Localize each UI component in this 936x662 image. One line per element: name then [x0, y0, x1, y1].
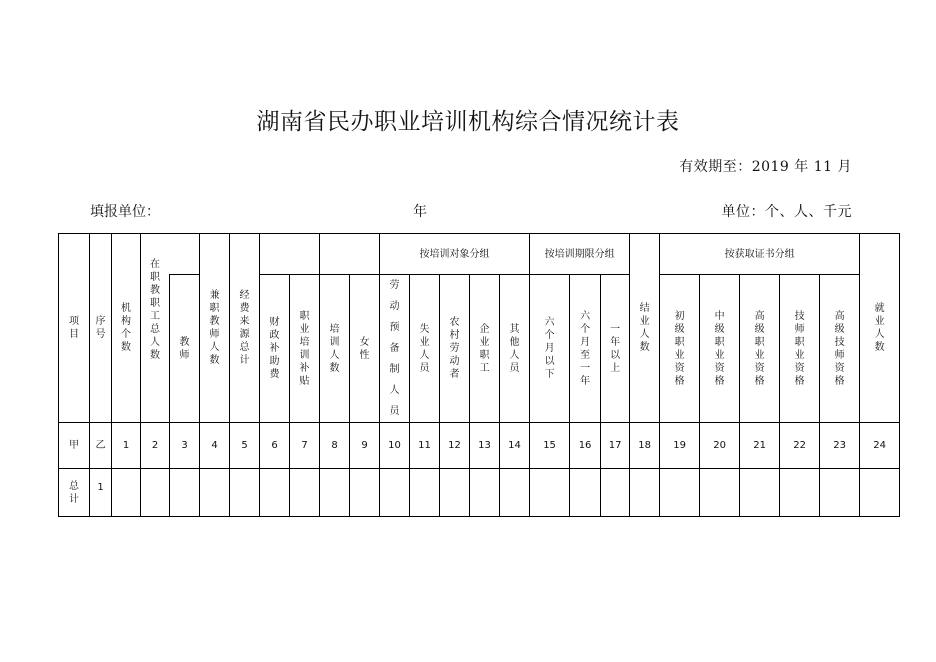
row-total-cell[interactable] — [570, 469, 601, 517]
row-index-col-11: 11 — [410, 423, 440, 469]
row-total-cell[interactable] — [350, 469, 380, 517]
row-index-col-5: 5 — [230, 423, 260, 469]
row-total-cell[interactable] — [440, 469, 470, 517]
filler-label: 填报单位： — [90, 204, 160, 220]
year-label: 年 — [413, 204, 427, 220]
row-index-seq: 乙 — [90, 423, 112, 469]
row-index-col-21: 21 — [740, 423, 780, 469]
header-under6: 六个月以下 — [530, 275, 570, 423]
row-total-cell[interactable] — [230, 469, 260, 517]
group-target: 按培训对象分组 — [380, 234, 530, 275]
valid-until: 有效期至：2019 年 11 月 — [679, 159, 852, 175]
row-index-col-19: 19 — [660, 423, 700, 469]
header-enterprise: 企业职工 — [470, 275, 500, 423]
header-trainees-blank — [320, 234, 380, 275]
row-index-col-16: 16 — [570, 423, 601, 469]
header-employed: 就业人数 — [860, 234, 900, 423]
row-index-col-9: 9 — [350, 423, 380, 469]
group-duration: 按培训期限分组 — [530, 234, 630, 275]
row-index-col-7: 7 — [290, 423, 320, 469]
row-total-cell[interactable] — [470, 469, 500, 517]
row-total-cell[interactable] — [320, 469, 350, 517]
row-total-cell[interactable] — [170, 469, 200, 517]
row-index-col-18: 18 — [630, 423, 660, 469]
header-funds-blank — [260, 234, 320, 275]
row-index-col-12: 12 — [440, 423, 470, 469]
header-senior-technician: 高级技师资格 — [820, 275, 860, 423]
row-total-cell[interactable] — [200, 469, 230, 517]
row-total-cell[interactable] — [141, 469, 170, 517]
table-row-index — [59, 423, 900, 469]
header-senior: 高级职业资格 — [740, 275, 780, 423]
row-total-cell[interactable] — [380, 469, 410, 517]
row-index-col-17: 17 — [601, 423, 630, 469]
header-female: 女性 — [350, 275, 380, 423]
header-graduates: 结业人数 — [630, 234, 660, 423]
row-total-cell[interactable] — [660, 469, 700, 517]
group-cert: 按获取证书分组 — [660, 234, 860, 275]
row-index-col-22: 22 — [780, 423, 820, 469]
row-total-cell[interactable] — [860, 469, 900, 517]
row-total-cell[interactable] — [700, 469, 740, 517]
header-over1y: 一年以上 — [601, 275, 630, 423]
unit-label: 单位：个、人、千元 — [721, 204, 852, 220]
header-fiscal: 财政补助费 — [260, 275, 290, 423]
row-total-cell[interactable] — [820, 469, 860, 517]
header-rural: 农村劳动者 — [440, 275, 470, 423]
row-total-cell[interactable] — [410, 469, 440, 517]
header-unemployed: 失业人员 — [410, 275, 440, 423]
header-labor-reserve: 劳动预备制人员 — [380, 275, 410, 423]
statistics-table — [58, 233, 900, 517]
page-title: 湖南省民办职业培训机构综合情况统计表 — [256, 109, 680, 135]
header-institutions: 机构个数 — [112, 234, 141, 423]
row-total-cell[interactable] — [740, 469, 780, 517]
header-others: 其他人员 — [500, 275, 530, 423]
header-funds-total: 经费来源总计 — [230, 234, 260, 423]
row-index-item: 甲 — [59, 423, 90, 469]
row-total-item: 总计 — [59, 469, 90, 517]
table-row-total — [59, 469, 900, 517]
row-index-col-10: 10 — [380, 423, 410, 469]
row-index-col-6: 6 — [260, 423, 290, 469]
row-total-seq: 1 — [90, 469, 112, 517]
header-technician: 技师职业资格 — [780, 275, 820, 423]
header-teachers: 教师 — [170, 275, 200, 423]
row-index-col-24: 24 — [860, 423, 900, 469]
row-index-col-8: 8 — [320, 423, 350, 469]
row-index-col-23: 23 — [820, 423, 860, 469]
header-middle: 中级职业资格 — [700, 275, 740, 423]
header-6to12: 六个月至一年 — [570, 275, 601, 423]
header-item: 项目 — [59, 234, 90, 423]
row-index-col-20: 20 — [700, 423, 740, 469]
row-index-col-1: 1 — [112, 423, 141, 469]
row-index-col-13: 13 — [470, 423, 500, 469]
header-junior: 初级职业资格 — [660, 275, 700, 423]
row-total-cell[interactable] — [780, 469, 820, 517]
header-parttime: 兼职教师人数 — [200, 234, 230, 423]
row-index-col-15: 15 — [530, 423, 570, 469]
row-total-cell[interactable] — [290, 469, 320, 517]
row-index-col-14: 14 — [500, 423, 530, 469]
header-subsidy: 职业培训补贴 — [290, 275, 320, 423]
header-staff-total: 在职教职工总人数 — [141, 275, 170, 423]
row-total-cell[interactable] — [260, 469, 290, 517]
row-total-cell[interactable] — [112, 469, 141, 517]
row-index-col-4: 4 — [200, 423, 230, 469]
row-total-cell[interactable] — [530, 469, 570, 517]
row-total-cell[interactable] — [500, 469, 530, 517]
row-total-cell[interactable] — [630, 469, 660, 517]
header-seq: 序号 — [90, 234, 112, 423]
header-trainees: 培训人数 — [320, 275, 350, 423]
row-index-col-3: 3 — [170, 423, 200, 469]
row-index-col-2: 2 — [141, 423, 170, 469]
row-total-cell[interactable] — [601, 469, 630, 517]
